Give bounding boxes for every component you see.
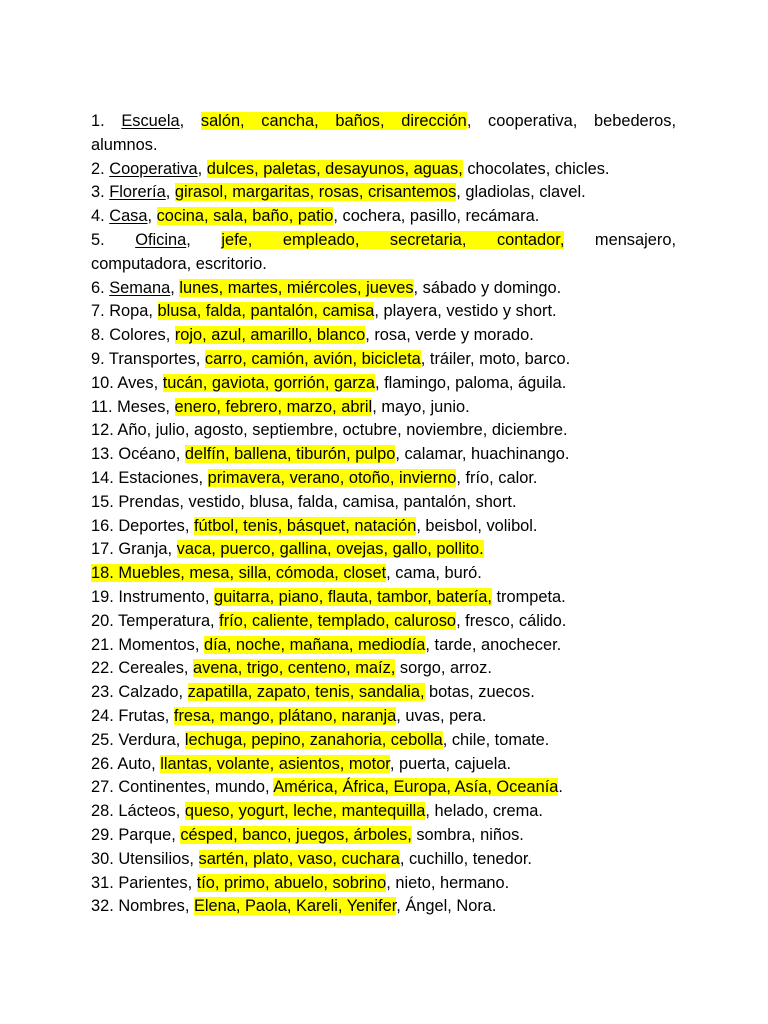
text-segment: chocolates, chicles. [462,159,610,178]
text-segment: 14. Estaciones, [91,468,208,487]
text-segment: 32. Nombres, [91,897,194,916]
list-line [91,348,676,372]
underlined-text: Florería [109,183,166,202]
text-segment: botas, zuecos. [424,683,535,702]
list-line [91,872,676,896]
text-segment: , cama, buró. [386,564,482,583]
list-line [91,681,676,705]
highlighted-text: delfín, ballena, tiburón, pulpo [184,445,396,464]
text-segment: , uvas, pera. [396,706,487,725]
highlighted-text: guitarra, piano, flauta, tambor, batería, [214,587,492,606]
list-line [91,586,676,610]
underlined-text: Casa [109,207,148,226]
text-segment: , chile, tomate. [442,730,550,749]
text-segment: , cochera, pasillo, recámara. [333,207,540,226]
text-segment: 29. Parque, [91,825,181,844]
text-segment: sombra, niños. [411,825,524,844]
list-line [91,134,676,158]
highlighted-text: zapatilla, zapato, tenis, sandalia, [187,683,425,702]
text-segment: , puerta, cajuela. [389,754,512,773]
list-line [91,229,676,253]
highlighted-text: avena, trigo, centeno, maíz, [193,659,396,678]
text-segment: , [197,159,207,178]
list-line [91,443,676,467]
highlighted-text: girasol, margaritas, rosas, crisantemos [174,183,457,202]
text-segment: 24. Frutas, [91,706,174,725]
highlighted-text: primavera, verano, otoño, invierno [207,468,457,487]
text-segment: , fresco, cálido. [456,611,567,630]
list-line [91,372,676,396]
list-line [91,657,676,681]
list-line [91,277,676,301]
highlighted-text: salón, cancha, baños, dirección [200,112,467,130]
list-line [91,491,676,515]
list-line [91,110,676,134]
text-segment: sorgo, arroz. [395,659,492,678]
text-segment: 16. Deportes, [91,516,194,535]
text-segment: , beisbol, volibol. [416,516,538,535]
text-segment: 31. Parientes, [91,873,197,892]
highlighted-text: dulces, paletas, desayunos, aguas, [206,159,463,178]
text-segment: , mayo, junio. [372,397,470,416]
list-line [91,776,676,800]
highlighted-text: fútbol, tenis, básquet, natación [193,516,417,535]
highlighted-text: lunes, martes, miércoles, jueves [179,278,414,297]
underlined-text: Cooperativa [109,159,198,178]
list-line [91,253,676,277]
text-segment: 28. Lácteos, [91,802,185,821]
list-line [91,324,676,348]
text-segment: 5. [91,230,136,249]
text-segment: , nieto, hermano. [386,873,510,892]
text-segment: , tráiler, moto, barco. [420,349,571,368]
list-line [91,562,676,586]
highlighted-text: frío, caliente, templado, caluroso [219,611,457,630]
list-line [91,538,676,562]
text-segment: 11. Meses, [91,397,175,416]
text-segment: , [147,207,157,226]
list-line [91,634,676,658]
text-segment: 27. Continentes, mundo, [91,778,274,797]
text-segment: 25. Verdura, [91,730,185,749]
underlined-text: Semana [109,278,171,297]
highlighted-text: rojo, azul, amarillo, blanco [174,326,366,345]
text-segment: , cooperativa, bebederos, [466,112,676,130]
text-segment: computadora, escritorio. [91,254,267,273]
list-line [91,610,676,634]
text-segment: , calamar, huachinango. [395,445,570,464]
text-segment: 15. Prendas, vestido, blusa, falda, camisa, pantalón, short. [91,492,517,511]
list-line [91,895,676,919]
text-segment: , rosa, verde y morado. [365,326,534,345]
text-segment: trompeta. [491,587,566,606]
highlighted-text: tío, primo, abuelo, sobrino [196,873,387,892]
highlighted-text: llantas, volante, asientos, motor [160,754,390,773]
text-segment: , [186,230,222,249]
text-segment: mensajero, [564,230,677,249]
highlighted-text: lechuga, pepino, zanahoria, cebolla [184,730,443,749]
highlighted-text: jefe, empleado, secretaria, contador, [221,230,565,249]
highlighted-text: blusa, falda, pantalón, camisa [157,302,375,321]
text-segment: 19. Instrumento, [91,587,214,606]
list-line [91,467,676,491]
text-segment: 6. [91,278,110,297]
list-line [91,515,676,539]
list-line [91,848,676,872]
highlighted-text: 18. Muebles, mesa, silla, cómoda, closet [91,564,387,583]
text-segment: . [558,778,563,797]
text-segment: , Ángel, Nora. [396,897,497,916]
highlighted-text: vaca, puerco, gallina, ovejas, gallo, pollito. [176,540,484,559]
text-segment: , [170,278,180,297]
text-segment: , flamingo, paloma, águila. [374,373,567,392]
text-segment: 22. Cereales, [91,659,194,678]
text-segment: , tarde, anochecer. [425,635,562,654]
list-line [91,205,676,229]
list-line [91,753,676,777]
list-line [91,824,676,848]
highlighted-text: fresa, mango, plátano, naranja [173,706,397,725]
highlighted-text: tucán, gaviota, gorrión, garza [162,373,375,392]
highlighted-text: América, África, Europa, Asía, Oceanía [273,778,559,797]
text-segment: 2. [91,159,110,178]
text-segment: 21. Momentos, [91,635,204,654]
text-segment: 4. [91,207,110,226]
text-segment: , frío, calor. [456,468,538,487]
text-segment: 17. Granja, [91,540,177,559]
text-segment: , [179,112,201,130]
highlighted-text: carro, camión, avión, bicicleta [204,349,421,368]
text-segment: 30. Utensilios, [91,849,199,868]
text-segment: , sábado y domingo. [413,278,562,297]
text-segment: 13. Océano, [91,445,185,464]
list-line [91,729,676,753]
text-segment: alumnos. [91,135,158,154]
highlighted-text: Elena, Paola, Kareli, Yenifer [193,897,397,916]
text-segment: 8. Colores, [91,326,175,345]
list-line [91,800,676,824]
text-segment: , [165,183,175,202]
text-segment: , cuchillo, tenedor. [399,849,532,868]
highlighted-text: día, noche, mañana, mediodía [203,635,426,654]
highlighted-text: sartén, plato, vaso, cuchara [198,849,400,868]
text-segment: 23. Calzado, [91,683,188,702]
highlighted-text: queso, yogurt, leche, mantequilla [184,802,426,821]
text-segment: , gladiolas, clavel. [456,183,586,202]
highlighted-text: enero, febrero, marzo, abril [174,397,373,416]
text-segment: 3. [91,183,110,202]
list-line [91,181,676,205]
text-segment: 1. [91,112,122,130]
text-segment: 26. Auto, [91,754,161,773]
list-line [91,158,676,182]
text-segment: , helado, crema. [425,802,543,821]
text-segment: 10. Aves, [91,373,163,392]
text-segment: 20. Temperatura, [91,611,220,630]
document-body [91,110,676,919]
list-line [91,419,676,443]
list-line [91,396,676,420]
underlined-text: Oficina [135,230,187,249]
text-segment: 9. Transportes, [91,349,205,368]
highlighted-text: césped, banco, juegos, árboles, [180,825,412,844]
highlighted-text: cocina, sala, baño, patio [156,207,334,226]
underlined-text: Escuela [121,112,180,130]
text-segment: 12. Año, julio, agosto, septiembre, octubre, noviembre, diciembre. [91,421,568,440]
text-segment: 7. Ropa, [91,302,158,321]
list-line [91,705,676,729]
list-line [91,300,676,324]
text-segment: , playera, vestido y short. [374,302,557,321]
